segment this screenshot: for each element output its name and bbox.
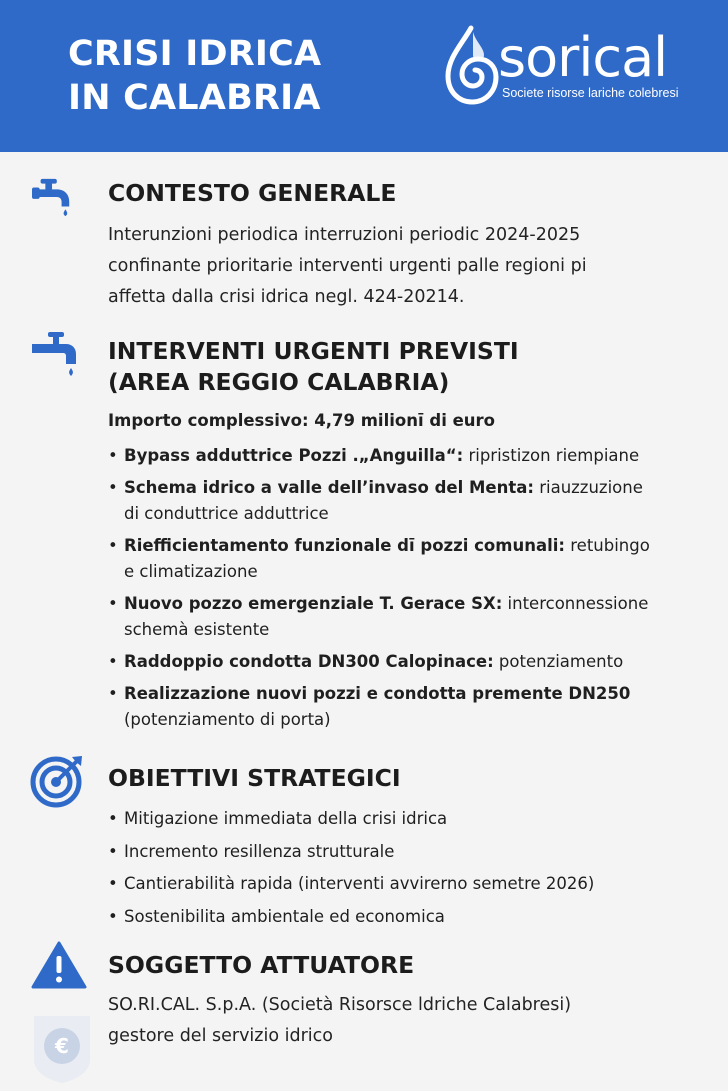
list-item (108, 681, 650, 733)
list-item: • Sostenibilita ambientale ed economica (108, 901, 594, 934)
soggetto-text (108, 990, 571, 1052)
list-item-continuation: (potenziamento di porta) (124, 710, 331, 729)
target-icon (30, 754, 84, 808)
list-item-bold: Realizzazione nuovi pozzi e condotta premente DN250 (124, 684, 631, 703)
logo-wordmark: sorical (498, 26, 668, 89)
list-item-bold: Nuovo pozzo emergenziale T. Gerace SX: (124, 594, 503, 613)
list-item (108, 591, 650, 643)
list-item-rest: riauzzuzione (533, 478, 643, 497)
list-item: • Mitigazione immediata della crisi idrica (108, 803, 594, 836)
contesto-text (108, 220, 587, 313)
page-title-line-1: CRISI IDRICA (68, 34, 322, 74)
list-item-bold: Raddoppio condotta DN300 Calopinace: (124, 652, 494, 671)
faucet-icon (30, 330, 78, 378)
list-item-continuation: e climatizazione (124, 562, 258, 581)
contesto-line: affetta dalla crisi idrica negl. 424-20214. (108, 287, 465, 307)
warning-icon (30, 940, 88, 990)
section-title-interventi-line-1: INTERVENTI URGENTI PREVISTI (108, 337, 519, 365)
section-title-interventi (108, 336, 519, 398)
list-item-bold: Riefficientamento funzionale dī pozzi comunali: (124, 536, 565, 555)
page-title-line-2: IN CALABRIA (68, 78, 321, 118)
contesto-line: confinante prioritarie interventi urgenti palle regioni pi (108, 256, 587, 276)
sorical-logo (440, 22, 700, 122)
logo-tagline: Societe risorse lariche colebresi (502, 86, 679, 100)
soggetto-line: SO.RI.CAL. S.p.A. (Società Risorsce ldriche Calabresi) (108, 995, 572, 1015)
water-tap-icon (30, 176, 76, 218)
list-item (108, 533, 650, 585)
contesto-line: Interunzioni periodica interruzioni periodic 2024-2025 (108, 225, 581, 245)
list-item: • Cantierabilità rapida (interventi avvirerno semetre 2026) (108, 868, 594, 901)
header-banner (0, 0, 728, 152)
list-item-rest: ripristizon riempiane (463, 446, 640, 465)
euro-coin-icon (30, 1010, 94, 1084)
section-title-obiettivi: OBIETTIVI STRATEGICI (108, 764, 401, 792)
list-item (108, 475, 650, 527)
list-item: • Incremento resillenza strutturale (108, 836, 594, 869)
list-item-continuation: schemà esistente (124, 620, 270, 639)
section-title-contesto: CONTESTO GENERALE (108, 179, 397, 207)
list-item-continuation: di conduttrice adduttrice (124, 504, 329, 523)
obiettivi-list (108, 803, 594, 933)
list-item-rest: interconnessione (502, 594, 649, 613)
list-item (108, 649, 650, 675)
soggetto-line: gestore del servizio idrico (108, 1026, 333, 1046)
importo-complessivo: Importo complessivo: 4,79 milionī di euro (108, 411, 496, 430)
list-item-bold: Schema idrico a valle dell’invaso del Menta: (124, 478, 534, 497)
section-title-soggetto: SOGGETTO ATTUATORE (108, 951, 415, 979)
page-title (68, 32, 321, 120)
list-item-bold: Bypass adduttrice Pozzi .„Anguilla“: (124, 446, 464, 465)
svg-text:€: € (55, 1034, 69, 1058)
list-item (108, 443, 650, 469)
interventi-list (108, 443, 650, 733)
list-item-rest: potenziamento (493, 652, 624, 671)
section-title-interventi-line-2: (AREA REGGIO CALABRIA) (108, 368, 450, 396)
water-drop-spiral-icon (440, 24, 502, 106)
list-item-rest: retubingo (565, 536, 650, 555)
